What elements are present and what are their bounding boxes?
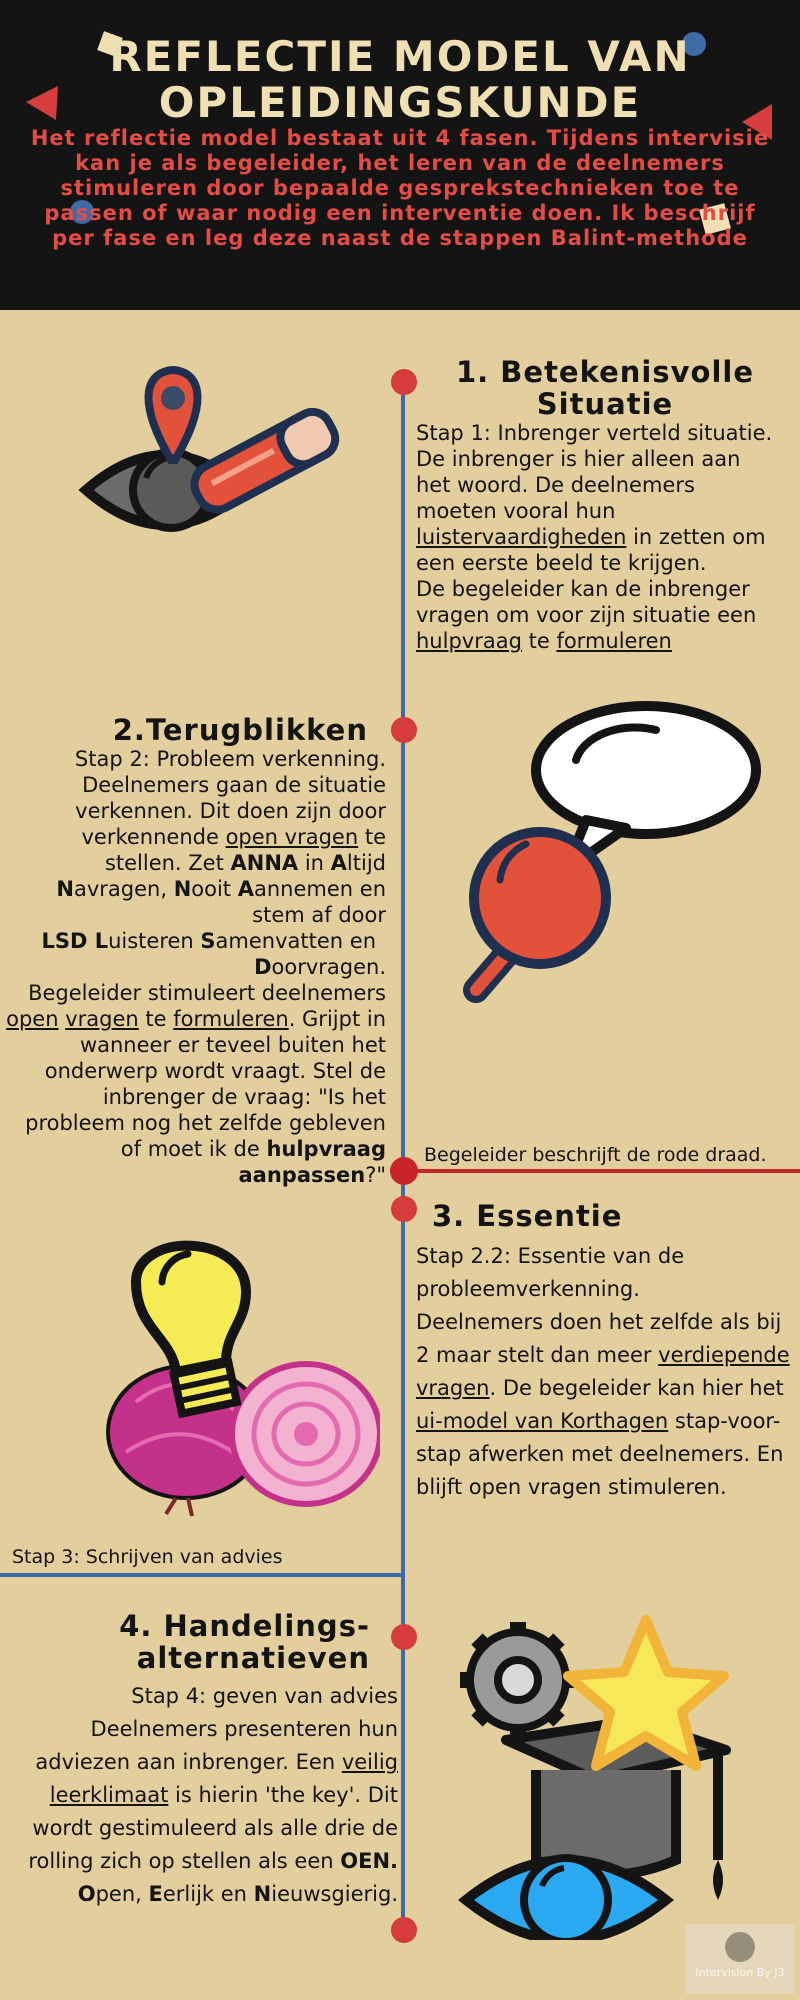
section1-line: Stap 1: Inbrenger verteld situatie. xyxy=(416,421,773,445)
section2-line xyxy=(0,1136,386,1162)
text-span: ?" xyxy=(365,1163,386,1187)
timeline-dot-4 xyxy=(391,1624,417,1650)
text-span: ieuwsgierig. xyxy=(271,1882,398,1906)
text-span: te xyxy=(521,629,557,653)
section3-line xyxy=(416,1405,800,1438)
section2-line: onderwerp wordt vraagt. Stel de xyxy=(44,1059,386,1083)
letter-e: E xyxy=(148,1882,163,1906)
section2-heading: 2.Terugblikken xyxy=(112,713,368,747)
note-red-thread: Begeleider beschrijft de rode draad. xyxy=(424,1144,767,1166)
section3-line: probleemverkenning. xyxy=(416,1277,640,1301)
section2-line: verkennen. Dit doen zijn door xyxy=(75,799,386,823)
text-span: in xyxy=(298,851,331,875)
text-span: uisteren xyxy=(108,929,201,953)
section4-line xyxy=(0,1779,398,1812)
text-span: pen, xyxy=(95,1882,149,1906)
section4-line: Stap 4: geven van advies xyxy=(131,1684,398,1708)
section2-line: Begeleider stimuleert deelnemers xyxy=(28,981,386,1005)
section1-line: een eerste beeld te krijgen. xyxy=(416,551,707,575)
letter-d: D xyxy=(254,955,272,979)
section3-line: stap afwerken met deelnemers. En xyxy=(416,1442,784,1466)
keyword-open: open xyxy=(6,1007,59,1031)
section2-line xyxy=(0,954,386,980)
keyword-oen: OEN. xyxy=(340,1849,398,1873)
section4-heading-line1: 4. Handelings- xyxy=(119,1609,370,1643)
keyword-anna: ANNA xyxy=(230,851,299,875)
letter-a: A xyxy=(237,877,254,901)
section4-heading-line2: alternatieven xyxy=(136,1641,370,1675)
letter-s: S xyxy=(200,929,216,953)
text-span: oorvragen. xyxy=(271,955,386,979)
text-span: annemen en xyxy=(254,877,386,901)
text-span: adviezen aan inbrenger. Een xyxy=(35,1750,342,1774)
section1-line: vragen om voor zijn situatie een xyxy=(416,603,757,627)
section4-line xyxy=(0,1746,398,1779)
logo-icon xyxy=(725,1932,755,1962)
keyword-lsd: LSD L xyxy=(41,929,109,953)
keyword-verdiepende: verdiepende xyxy=(658,1343,790,1367)
keyword-hulpvraag: hulpvraag xyxy=(266,1137,386,1161)
section1-line: moeten vooral hun xyxy=(416,499,616,523)
section1-line xyxy=(416,524,800,550)
text-span: . De begeleider kan hier het xyxy=(489,1376,784,1400)
letter-n: N xyxy=(253,1882,272,1906)
section2-line: probleem nog het zelfde gebleven xyxy=(25,1111,386,1135)
section1-body xyxy=(416,420,800,654)
keyword-hulpvraag: hulpvraag xyxy=(416,629,522,653)
letter-a: A xyxy=(330,851,347,875)
text-span: te xyxy=(138,1007,174,1031)
letter-o: O xyxy=(77,1882,96,1906)
keyword-formuleren: formuleren xyxy=(556,629,672,653)
keyword-formuleren: formuleren xyxy=(173,1007,289,1031)
section3-body xyxy=(416,1240,800,1504)
section4-line: Deelnemers presenteren hun xyxy=(90,1717,398,1741)
keyword-ui-model: ui-model van Korthagen xyxy=(416,1409,669,1433)
section2-line xyxy=(0,928,386,954)
text-span: verkennende xyxy=(81,825,226,849)
keyword-vragen: vragen xyxy=(65,1007,139,1031)
lightbulb-onion-illustration xyxy=(96,1222,380,1522)
section1-heading xyxy=(420,356,790,420)
letter-n: N xyxy=(173,877,192,901)
text-span: erlijk en xyxy=(162,1882,254,1906)
footer-badge xyxy=(686,1924,794,1994)
section2-line: wanneer er teveel buiten het xyxy=(79,1033,386,1057)
badge-text: Intervision By J3 xyxy=(695,1966,785,1979)
timeline-dot-1 xyxy=(391,369,417,395)
text-span: is hierin 'the key'. Dit xyxy=(168,1783,398,1807)
text-span: of moet ik de xyxy=(120,1137,267,1161)
text-span: rolling zich op stellen als een xyxy=(28,1849,341,1873)
section3-line: blijft open vragen stimuleren. xyxy=(416,1475,727,1499)
letter-n: N xyxy=(56,877,74,901)
text-span: te xyxy=(358,825,386,849)
section2-line: Deelnemers gaan de situatie xyxy=(82,773,386,797)
section2-line xyxy=(0,824,386,850)
text-span: 2 maar stelt dan meer xyxy=(416,1343,659,1367)
section2-line: stem af door xyxy=(252,903,386,927)
gear-icon xyxy=(460,1622,576,1738)
section2-line: Stap 2: Probleem verkenning. xyxy=(74,747,386,771)
keyword-veilig: veilig xyxy=(341,1750,398,1774)
intro-text: Het reflectie model bestaat uit 4 fasen. Tijdens intervisie kan je als begeleider, het leren van de deelnemers stimuleren door bepaalde gesprekstechnieken toe te passen of waar nodig een interventie doen. Ik beschrijf per fase en leg deze naast de stappen Balint-methode xyxy=(30,126,770,250)
speech-bubble-pin-illustration xyxy=(416,700,776,1040)
text-span: stap-voor- xyxy=(668,1409,781,1433)
keyword-vragen: vragen xyxy=(416,1376,490,1400)
text-span: ltijd xyxy=(346,851,386,875)
section4-line xyxy=(0,1845,398,1878)
text-span: in zetten om xyxy=(626,525,766,549)
section2-line xyxy=(0,850,386,876)
section3-line: Deelnemers doen het zelfde als bij xyxy=(416,1310,782,1334)
text-span: amenvatten en xyxy=(215,929,376,953)
section1-line: het woord. De deelnemers xyxy=(416,473,695,497)
text-span: stellen. Zet xyxy=(104,851,231,875)
section4-body xyxy=(0,1680,398,1911)
section2-line: inbrenger de vraag: "Is het xyxy=(102,1085,386,1109)
timeline-dot-end xyxy=(391,1917,417,1943)
timeline-dot-3 xyxy=(391,1196,417,1222)
section4-line: wordt gestimuleerd als alle drie de xyxy=(32,1816,398,1840)
section3-line xyxy=(416,1339,800,1372)
timeline-dot-red-thread xyxy=(390,1157,418,1185)
section2-line xyxy=(0,1006,386,1032)
section1-line: De begeleider kan de inbrenger xyxy=(416,577,750,601)
timeline-dot-2 xyxy=(391,717,417,743)
section1-heading-line1: 1. Betekenisvolle xyxy=(456,355,754,389)
keyword-open-vragen: open vragen xyxy=(225,825,359,849)
section3-line: Stap 2.2: Essentie van de xyxy=(416,1244,685,1268)
section2-body xyxy=(0,746,386,1188)
section4-heading xyxy=(60,1610,370,1674)
note-advice: Stap 3: Schrijven van advies xyxy=(12,1546,283,1568)
text-span: . Grijpt in xyxy=(288,1007,386,1031)
text-span: ooit xyxy=(191,877,238,901)
keyword-luistervaardigheden: luistervaardigheden xyxy=(416,525,627,549)
keyword-leerklimaat: leerklimaat xyxy=(49,1783,169,1807)
section2-line xyxy=(0,1162,386,1188)
section1-line xyxy=(416,628,800,654)
gear-star-cap-eye-illustration xyxy=(456,1610,756,1940)
keyword-aanpassen: aanpassen xyxy=(238,1163,366,1187)
section1-line: De inbrenger is hier alleen aan xyxy=(416,447,741,471)
section3-heading: 3. Essentie xyxy=(432,1199,623,1233)
section3-line xyxy=(416,1372,800,1405)
text-span: avragen, xyxy=(73,877,174,901)
section4-line xyxy=(0,1878,398,1911)
page-title: REFLECTIE MODEL VAN OPLEIDINGSKUNDE xyxy=(109,32,691,127)
eye-pin-pencil-illustration xyxy=(76,360,356,560)
section1-heading-line2: Situatie xyxy=(536,387,674,421)
section2-line xyxy=(0,876,386,902)
